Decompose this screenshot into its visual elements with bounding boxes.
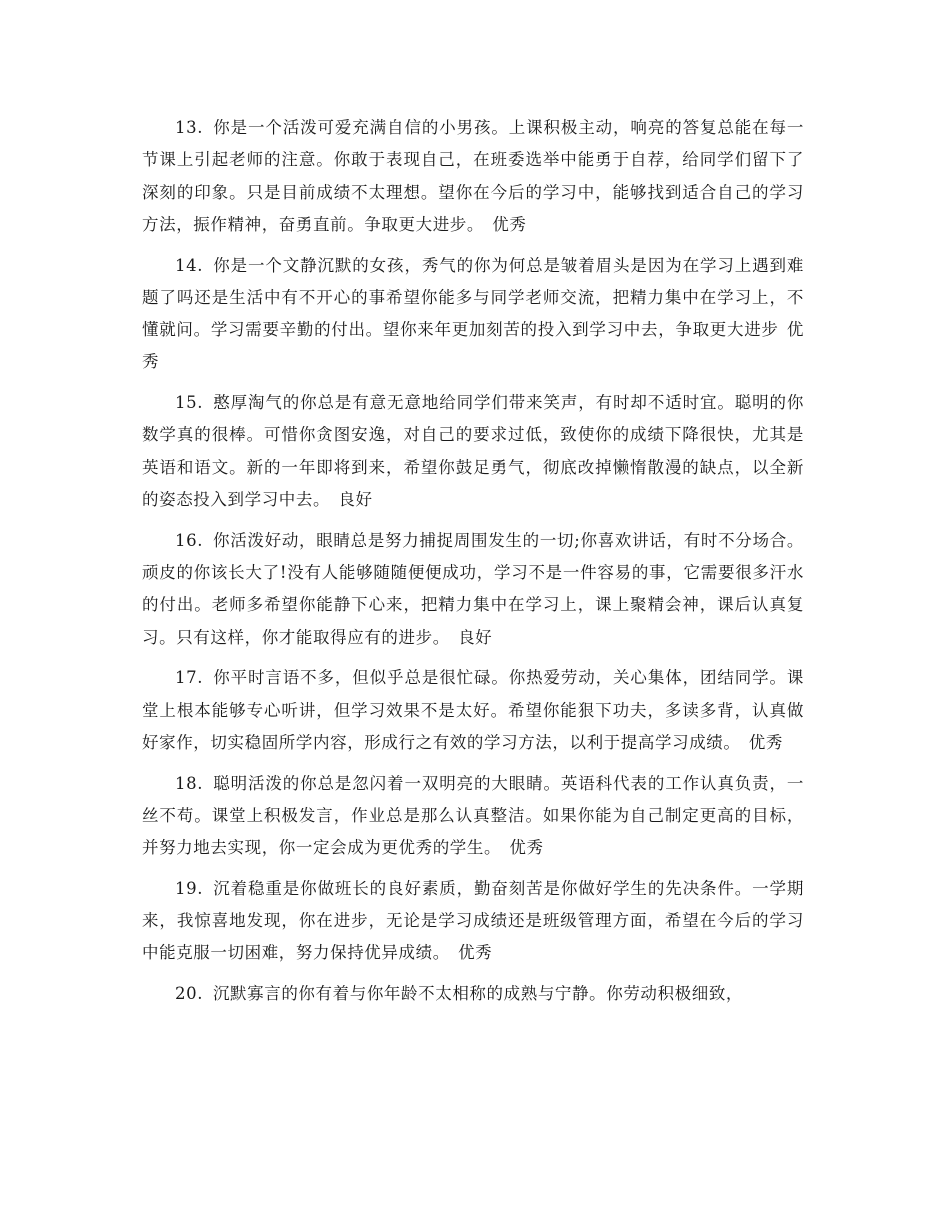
- grade-label: 优秀: [509, 838, 544, 858]
- grade-label: 良好: [338, 490, 373, 510]
- grade-label: 良好: [458, 627, 493, 647]
- paragraph-number: 15.: [175, 393, 204, 413]
- paragraph-text: 你平时言语不多，但似乎总是很忙碌。你热爱劳动，关心集体，团结同学。课堂上根本能够专心听讲，但学习效果不是太好。希望你能狠下功夫，多读多背，认真做好家作，切实稳固所学内容，形成行之有效的学习方法，以利于提高学习成绩。: [142, 668, 804, 752]
- comment-paragraph-20: [142, 978, 804, 1010]
- paragraph-text: 沉着稳重是你做班长的良好素质，勤奋刻苦是你做好学生的先决条件。一学期来，我惊喜地发现，你在进步，无论是学习成绩还是班级管理方面，希望在今后的学习中能克服一切困难，努力保持优异成绩。: [142, 878, 804, 963]
- paragraph-number: 16.: [175, 530, 204, 550]
- grade-label: 优秀: [492, 214, 527, 234]
- comment-paragraph-18: [142, 768, 804, 865]
- comment-paragraph-16: [142, 525, 804, 654]
- paragraph-text: 你是一个文静沉默的女孩，秀气的你为何总是皱着眉头是因为在学习上遇到难题了吗还是生活中有不开心的事希望你能多与同学老师交流，把精力集中在学习上，不懂就问。学习需要辛勤的付出。望你来年更加刻苦的投入到学习中去，争取更大进步: [142, 255, 804, 340]
- paragraph-text: 憨厚淘气的你总是有意无意地给同学们带来笑声，有时却不适时宜。聪明的你数学真的很棒。可惜你贪图安逸，对自己的要求过低，致使你的成绩下降很快，尤其是英语和语文。新的一年即将到来，希望你鼓足勇气，彻底改掉懒惰散漫的缺点，以全新的姿态投入到学习中去。: [142, 393, 804, 510]
- paragraph-text: 你活泼好动，眼睛总是努力捕捉周围发生的一切;你喜欢讲话，有时不分场合。顽皮的你该长大了!没有人能够随随便便成功，学习不是一件容易的事，它需要很多汗水的付出。老师多希望你能静下心来，把精力集中在学习上，课上聚精会神，课后认真复习。只有这样，你才能取得应有的进步。: [142, 530, 804, 647]
- paragraph-number: 19.: [175, 878, 204, 898]
- paragraph-text: 你是一个活泼可爱充满自信的小男孩。上课积极主动，响亮的答复总能在每一节课上引起老师的注意。你敢于表现自己，在班委选举中能勇于自荐，给同学们留下了深刻的印象。只是目前成绩不太理想。望你在今后的学习中，能够找到适合自己的学习方法，振作精神，奋勇直前。争取更大进步。: [142, 118, 804, 234]
- comment-paragraph-19: [142, 873, 804, 970]
- comment-paragraph-13: [142, 112, 804, 241]
- grade-label: 优秀: [142, 320, 804, 372]
- paragraph-number: 17.: [175, 668, 204, 688]
- document-body: [142, 112, 804, 1010]
- grade-label: 优秀: [458, 943, 493, 963]
- paragraph-text: 沉默寡言的你有着与你年龄不太相称的成熟与宁静。你劳动积极细致，: [212, 984, 744, 1004]
- paragraph-number: 13.: [175, 118, 204, 137]
- grade-label: 优秀: [748, 732, 783, 752]
- paragraph-number: 20.: [175, 984, 204, 1004]
- paragraph-number: 18.: [175, 773, 204, 793]
- comment-paragraph-17: [142, 662, 804, 759]
- paragraph-text: 聪明活泼的你总是忽闪着一双明亮的大眼睛。英语科代表的工作认真负责，一丝不苟。课堂上积极发言，作业总是那么认真整洁。如果你能为自己制定更高的目标，并努力地去实现，你一定会成为更优秀的学生。: [142, 773, 804, 858]
- paragraph-number: 14.: [175, 255, 204, 275]
- comment-paragraph-15: [142, 387, 804, 516]
- comment-paragraph-14: [142, 250, 804, 379]
